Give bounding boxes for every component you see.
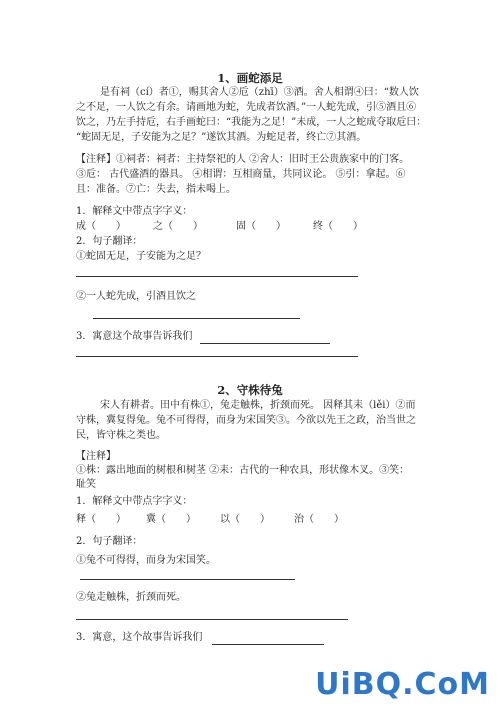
answer-line[interactable] <box>76 276 358 277</box>
story2-q2-sentence-a: ①兔不可得得，而身为宋国笑。 <box>76 555 216 566</box>
story1-notes-line: 【注释】①祠者：祠者：主持祭祀的人 ②舍人：旧时王公贵族家中的门客。 <box>76 154 410 165</box>
answer-line[interactable] <box>76 356 358 357</box>
story2-q1-item: 以（ ） <box>220 514 270 525</box>
story2-question-2: 2．句子翻译： <box>76 536 143 547</box>
story1-text-line: 饮之，乃左手持卮，右手画蛇曰：“我能为之足！”未成，一人之蛇成夺取卮曰： <box>76 117 427 128</box>
answer-line[interactable] <box>93 318 300 319</box>
story2-title: 2、守株待兔 <box>217 383 283 397</box>
story1-q1-item: 之（ ） <box>153 221 203 232</box>
story2-question-1: 1．解释文中带点字字义： <box>76 496 193 507</box>
story2-notes-head: 【注释】 <box>76 451 116 462</box>
story2-question-3-label: 3．寓意，这个故事告诉我们 <box>76 632 203 643</box>
story1-notes-line: ③卮： 古代盛酒的器具。 ④相谓：互相商量，共同议论。 ⑤引：拿起。⑥ <box>76 169 406 180</box>
story1-question-3-label: 3．寓意这个故事告诉我们 <box>76 331 193 342</box>
story1-text-line: 是有祠（cí）者①，赐其舍人②卮（zhī）③酒。舍人相谓④曰：“数人饮 <box>100 87 419 98</box>
story1-title: 1、画蛇添足 <box>217 71 283 85</box>
story2-text-line: 民，皆守株之类也。 <box>76 430 166 441</box>
story1-q2-sentence-b: ②一人蛇先成，引酒且饮之 <box>76 291 196 302</box>
answer-line[interactable] <box>212 633 324 645</box>
answer-line[interactable] <box>80 579 295 580</box>
story2-question-3 <box>76 630 324 645</box>
story1-q1-item: 终（ ） <box>313 221 363 232</box>
story2-text-line: 守株，冀复得兔。兔不可得得，而身为宋国笑③。今欲以先王之政，治当世之 <box>76 415 416 426</box>
story1-question-2: 2．句子翻译： <box>76 236 143 247</box>
story1-q1-item: 成（ ） <box>76 221 126 232</box>
story2-q1-item: 治（ ） <box>294 514 344 525</box>
watermark-logo: UiBQ.CoM <box>315 667 490 702</box>
story1-question-3 <box>76 329 330 344</box>
story2-notes-line: ①株：露出地面的树根和树茎 ②耒：古代的一种农具，形状像木叉。③笑： <box>76 465 410 476</box>
story2-q1-item: 释（ ） <box>76 514 126 525</box>
story1-text-line: “蛇固无足，子安能为之足？”遂饮其酒。为蛇足者，终亡⑦其酒。 <box>76 132 367 143</box>
story1-text-line: 之不足，一人饮之有余。请画地为蛇，先成者饮酒。”一人蛇先成，引⑤酒且⑥ <box>76 102 417 113</box>
answer-line[interactable] <box>200 332 330 344</box>
story1-q1-item: 固（ ） <box>236 221 286 232</box>
answer-line[interactable] <box>76 619 348 620</box>
story2-q2-sentence-b: ②兔走触株，折颈而死。 <box>76 592 186 603</box>
story1-notes-line: 且：准备。⑦亡：失去，指未喝上。 <box>76 184 236 195</box>
story2-text-line: 宋人有耕者。田中有株①，兔走触株，折颈而死。 因释其耒（lěi）②而 <box>100 400 416 411</box>
story2-q1-item: 冀（ ） <box>146 514 196 525</box>
story1-q2-sentence-a: ①蛇固无足，子安能为之足？ <box>76 251 206 262</box>
story2-notes-line: 耻笑 <box>76 479 96 490</box>
story1-question-1: 1．解释文中带点字字义： <box>76 206 193 217</box>
